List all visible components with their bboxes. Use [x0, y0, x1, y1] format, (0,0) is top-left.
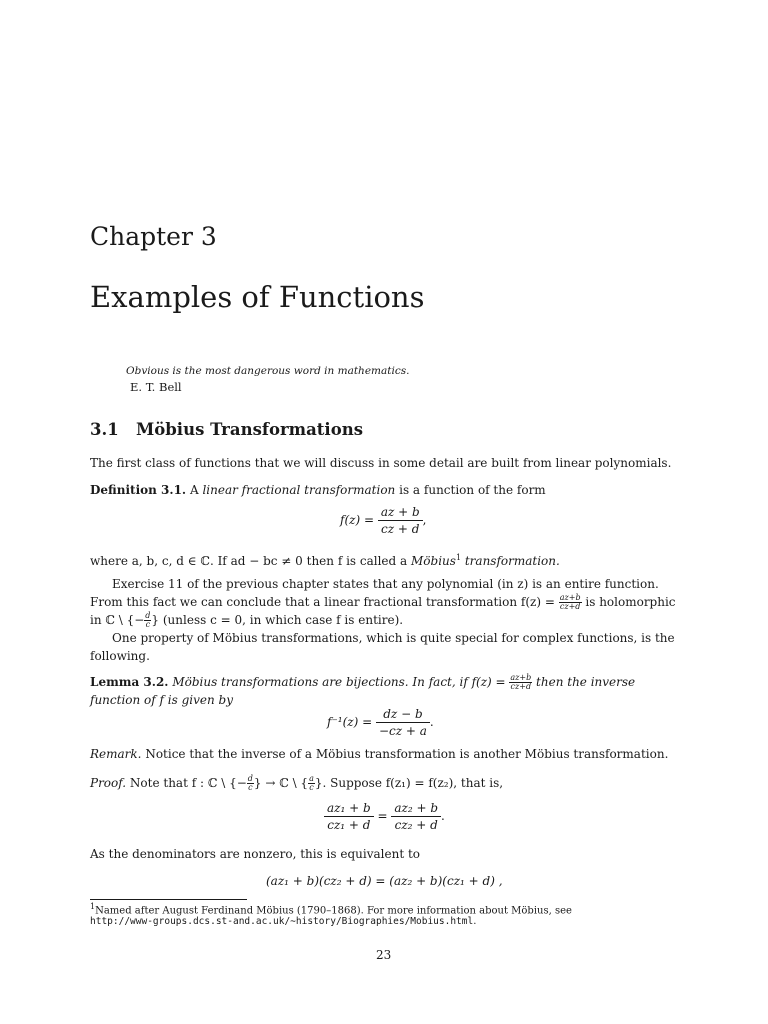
definition-where-line: where a, b, c, d ∈ ℂ. If ad − bc ≠ 0 then f is called a Möbius$^1$ transformation.	[90, 553, 560, 568]
lemma-label: Lemma 3.2.	[90, 675, 169, 689]
proof-label: Proof.	[90, 776, 127, 790]
lemma-line-2: function of f is given by	[90, 693, 233, 707]
book-page	[90, 0, 678, 1024]
section-heading	[90, 420, 363, 439]
definition-line: Definition 3.1. A linear fractional transformation is a function of the form	[90, 483, 546, 497]
epigraph-quote: Obvious is the most dangerous word in mathematics.	[126, 365, 410, 377]
section-number: 3.1	[90, 420, 119, 439]
footnote-line-1: $^1$Named after August Ferdinand Möbius (1790–1868). For more information about Möbius, see	[90, 902, 572, 917]
lemma-line-1: Lemma 3.2. Möbius transformations are bijections. In fact, if f(z) = $\frac{az+b}{cz+d}$ then the inverse	[90, 673, 636, 691]
definition-term: linear fractional transformation	[202, 483, 396, 497]
proof-final-equation: (az₁ + b)(cz₂ + d) = (az₂ + b)(cz₁ + d) ,	[266, 874, 503, 888]
proof-denominators-line: As the denominators are nonzero, this is equivalent to	[90, 847, 421, 861]
remark-line: Remark. Notice that the inverse of a Möbius transformation is another Möbius transformation.	[90, 747, 669, 761]
remark-label: Remark.	[90, 747, 142, 761]
property-line-2: following.	[90, 649, 150, 663]
definition-label: Definition 3.1.	[90, 483, 187, 497]
exercise-line-1: Exercise 11 of the previous chapter states that any polynomial (in z) is an entire function.	[112, 577, 659, 591]
proof-equation: $\frac{\text{az₁ + b}}{\text{cz₁ + d}}$ = $\frac{\text{az₂ + b}}{\text{cz₂ + d}}$ .	[324, 801, 445, 832]
footnote-rule	[90, 899, 247, 900]
exercise-line-3: in ℂ \ {− $\frac{d}{c}$ } (unless c = 0, in which case f is entire).	[90, 611, 404, 629]
property-line-1: One property of Möbius transformations, which is quite special for complex functions, is the	[112, 631, 675, 645]
equation-fraction: $\frac{az + b}{cz + d}$	[378, 505, 423, 536]
footnote-marker: 1	[455, 553, 462, 562]
footnote-url: http://www-groups.dcs.st-and.ac.uk/∼history/Biographies/Mobius.html	[90, 916, 474, 927]
definition-equation: f(z) = $\frac{az + b}{cz + d}$ ,	[340, 505, 427, 536]
intro-paragraph: The first class of functions that we will discuss in some detail are built from linear polynomials.	[90, 456, 672, 470]
section-title: Möbius Transformations	[136, 420, 363, 439]
chapter-label: Chapter 3	[90, 222, 217, 251]
page-number: 23	[376, 948, 392, 962]
footnote-line-2: http://www-groups.dcs.st-and.ac.uk/∼history/Biographies/Mobius.html.	[90, 916, 477, 927]
chapter-title: Examples of Functions	[90, 280, 425, 314]
exercise-line-2: From this fact we can conclude that a linear fractional transformation f(z) = $\frac{az+b}{cz+d}$ is holomorphic	[90, 593, 676, 611]
lemma-equation: f⁻¹(z) = $\frac{dz - b}{-cz + a}$ .	[327, 707, 434, 738]
proof-line-1: Proof. Note that f : ℂ \ {− $\frac{d}{c}$ } → ℂ \ { $\frac{a}{c}$ }. Suppose f(z₁) = f(z₂), that is,	[90, 774, 504, 792]
epigraph-author: E. T. Bell	[130, 380, 182, 394]
